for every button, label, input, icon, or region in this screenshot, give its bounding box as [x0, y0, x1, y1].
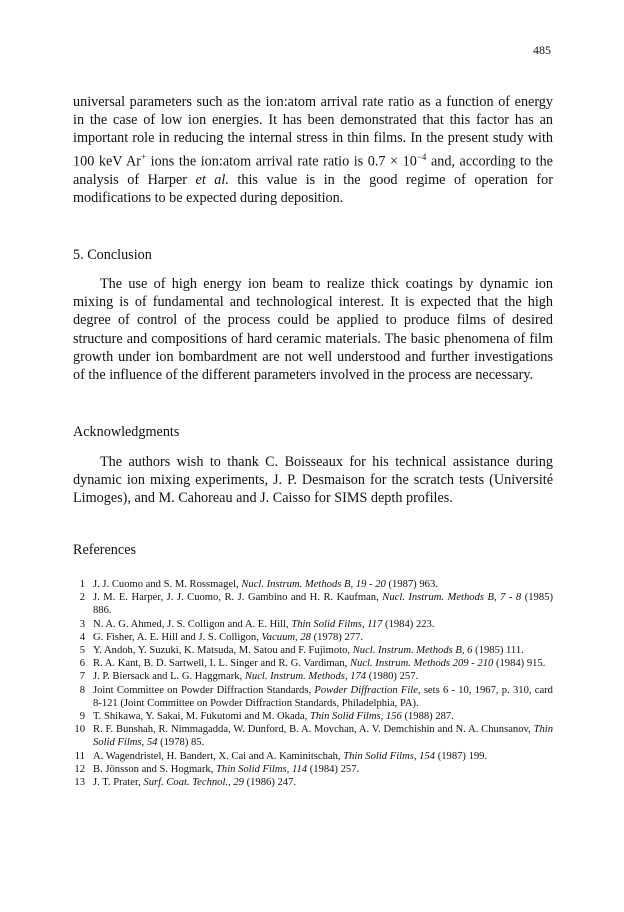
intro-text-4: this value is in the good regime of operation for modifications to be expected during deposition. — [73, 171, 553, 206]
reference-details: sets 6 - 10, 1967, p. 310, card 8-121 (Joint Committee on Powder Diffraction Standards, Philadelphia, PA). — [93, 684, 553, 709]
reference-journal: Nucl. Instrum. Methods 209 - 210 — [349, 658, 494, 670]
reference-number: 13 — [74, 777, 85, 789]
conclusion-paragraph: The use of high energy ion beam to realize thick coatings by dynamic ion mixing is of fundamental and technological interest. It is expected that the high degree of control of the process could be applied to produce films of desired structure and compositions of hard ceramic materials. The basic phenomena of film growth under ion bombardment are not well understood and further investigations of the influence of the different parameters involved in the process are necessary. — [73, 276, 553, 384]
reference-journal: Nucl. Instrum. Methods B, 19 - 20 — [241, 579, 386, 590]
reference-number: 8 — [79, 684, 85, 696]
reference-number: 4 — [79, 631, 85, 643]
reference-number: 5 — [79, 645, 85, 657]
reference-item — [73, 578, 553, 591]
reference-details: (1987) 199. — [435, 750, 488, 762]
reference-item — [73, 763, 553, 776]
reference-authors: J. M. E. Harper, J. J. Cuomo, R. J. Gambino and H. R. Kaufman, — [93, 592, 383, 604]
reference-journal: Nucl. Instrum. Methods B, 7 - 8 — [382, 592, 522, 604]
reference-number: 12 — [74, 763, 85, 775]
reference-details: (1985) 886. — [93, 592, 553, 617]
reference-details: (1980) 257. — [366, 671, 419, 683]
reference-authors: N. A. G. Ahmed, J. S. Colligon and A. E. Hill, — [93, 618, 292, 630]
reference-item — [73, 684, 553, 710]
reference-journal: Thin Solid Films, 117 — [291, 618, 383, 630]
reference-journal: Vacuum, 28 — [261, 631, 311, 643]
reference-number: 7 — [79, 671, 85, 683]
reference-journal: Thin Solid Films, 114 — [216, 763, 308, 775]
reference-authors: J. J. Cuomo and S. M. Rossmagel, — [93, 579, 242, 590]
reference-authors: T. Shikawa, Y. Sakai, M. Fukutomi and M. Okada, — [93, 711, 310, 723]
reference-item — [73, 670, 553, 683]
reference-number: 9 — [79, 711, 85, 723]
reference-item — [73, 591, 553, 617]
reference-authors: R. F. Bunshah, R. Nimmagadda, W. Dunford, B. A. Movchan, A. V. Demchishin and N. A. Chunsanov, — [93, 724, 534, 736]
reference-journal: Powder Diffraction File, — [314, 684, 421, 696]
intro-paragraph — [73, 93, 553, 207]
reference-item — [73, 657, 553, 670]
reference-item — [73, 776, 553, 789]
et-al-italic: et al. — [195, 171, 229, 188]
page-number: 485 — [533, 43, 551, 57]
acknowledgments-paragraph: The authors wish to thank C. Boisseaux for his technical assistance during dynamic ion mixing experiments, J. P. Desmaison for the scratch tests (Université Limoges), and M. Cahoreau and J. Caisso for SIMS depth profiles. — [73, 454, 553, 507]
reference-journal: Thin Solid Films, 154 — [343, 750, 436, 762]
reference-journal: Surf. Coat. Technol., 29 — [143, 777, 244, 789]
reference-journal: Nucl. Instrum. Methods B, 6 — [352, 645, 473, 657]
reference-authors: Y. Andoh, Y. Suzuki, K. Matsuda, M. Satou and F. Fujimoto, — [93, 645, 353, 657]
exponent-superscript: −4 — [416, 151, 427, 162]
reference-item — [73, 644, 553, 657]
reference-authors: B. Jönsson and S. Hogmark, — [93, 763, 217, 775]
reference-details: (1984) 223. — [382, 618, 435, 630]
acknowledgments-heading: Acknowledgments — [73, 424, 180, 440]
reference-authors: J. P. Biersack and L. G. Haggmark, — [93, 671, 245, 683]
reference-number: 1 — [79, 579, 85, 590]
reference-authors: A. Wagendristel, H. Bandert, X. Cai and A. Kaminitschah, — [93, 750, 344, 762]
intro-text-1: universal parameters such as the ion:atom arrival rate ratio as a function of energy in the case of low ion energies. It has been demonstrated that this factor has an important role in reducing the internal stress in thin films. In the present study with 100 keV Ar — [73, 94, 553, 170]
reference-details: (1978) 277. — [310, 631, 364, 643]
reference-item — [73, 618, 553, 631]
reference-authors: G. Fisher, A. E. Hill and J. S. Colligon, — [93, 631, 262, 643]
reference-authors: Joint Committee on Powder Diffraction Standards, — [93, 684, 315, 696]
references-list — [73, 578, 553, 789]
conclusion-heading: 5. Conclusion — [73, 247, 152, 263]
reference-details: (1985) 111. — [472, 645, 524, 657]
reference-details: (1987) 963. — [385, 579, 438, 590]
reference-number: 2 — [79, 592, 85, 604]
reference-details: (1984) 915. — [493, 658, 546, 670]
reference-journal: Nucl. Instrum. Methods, 174 — [244, 671, 367, 683]
reference-details: (1984) 257. — [307, 763, 360, 775]
reference-journal: Thin Solid Films, 156 — [309, 711, 402, 723]
intro-text-2: ions the ion:atom arrival rate ratio is 0.7 × 10 — [146, 153, 417, 170]
reference-details: (1986) 247. — [243, 777, 297, 789]
ion-charge-superscript: + — [140, 151, 147, 162]
reference-details: (1988) 287. — [401, 711, 454, 723]
reference-item — [73, 750, 553, 763]
intro-text-3: and, according to the analysis of Harper — [73, 153, 553, 188]
reference-number: 6 — [79, 658, 85, 670]
references-heading: References — [73, 542, 137, 558]
reference-details: (1978) 85. — [157, 737, 205, 749]
reference-number: 3 — [79, 618, 85, 630]
reference-journal: Thin Solid Films, 54 — [93, 724, 553, 749]
reference-authors: J. T. Prater, — [93, 777, 144, 789]
reference-number: 10 — [74, 724, 85, 736]
reference-authors: R. A. Kant, B. D. Sartwell, I. L. Singer and R. G. Vardiman, — [93, 658, 350, 670]
reference-item — [73, 631, 553, 644]
reference-item — [73, 710, 553, 723]
reference-number: 11 — [74, 750, 85, 762]
reference-item — [73, 723, 553, 749]
